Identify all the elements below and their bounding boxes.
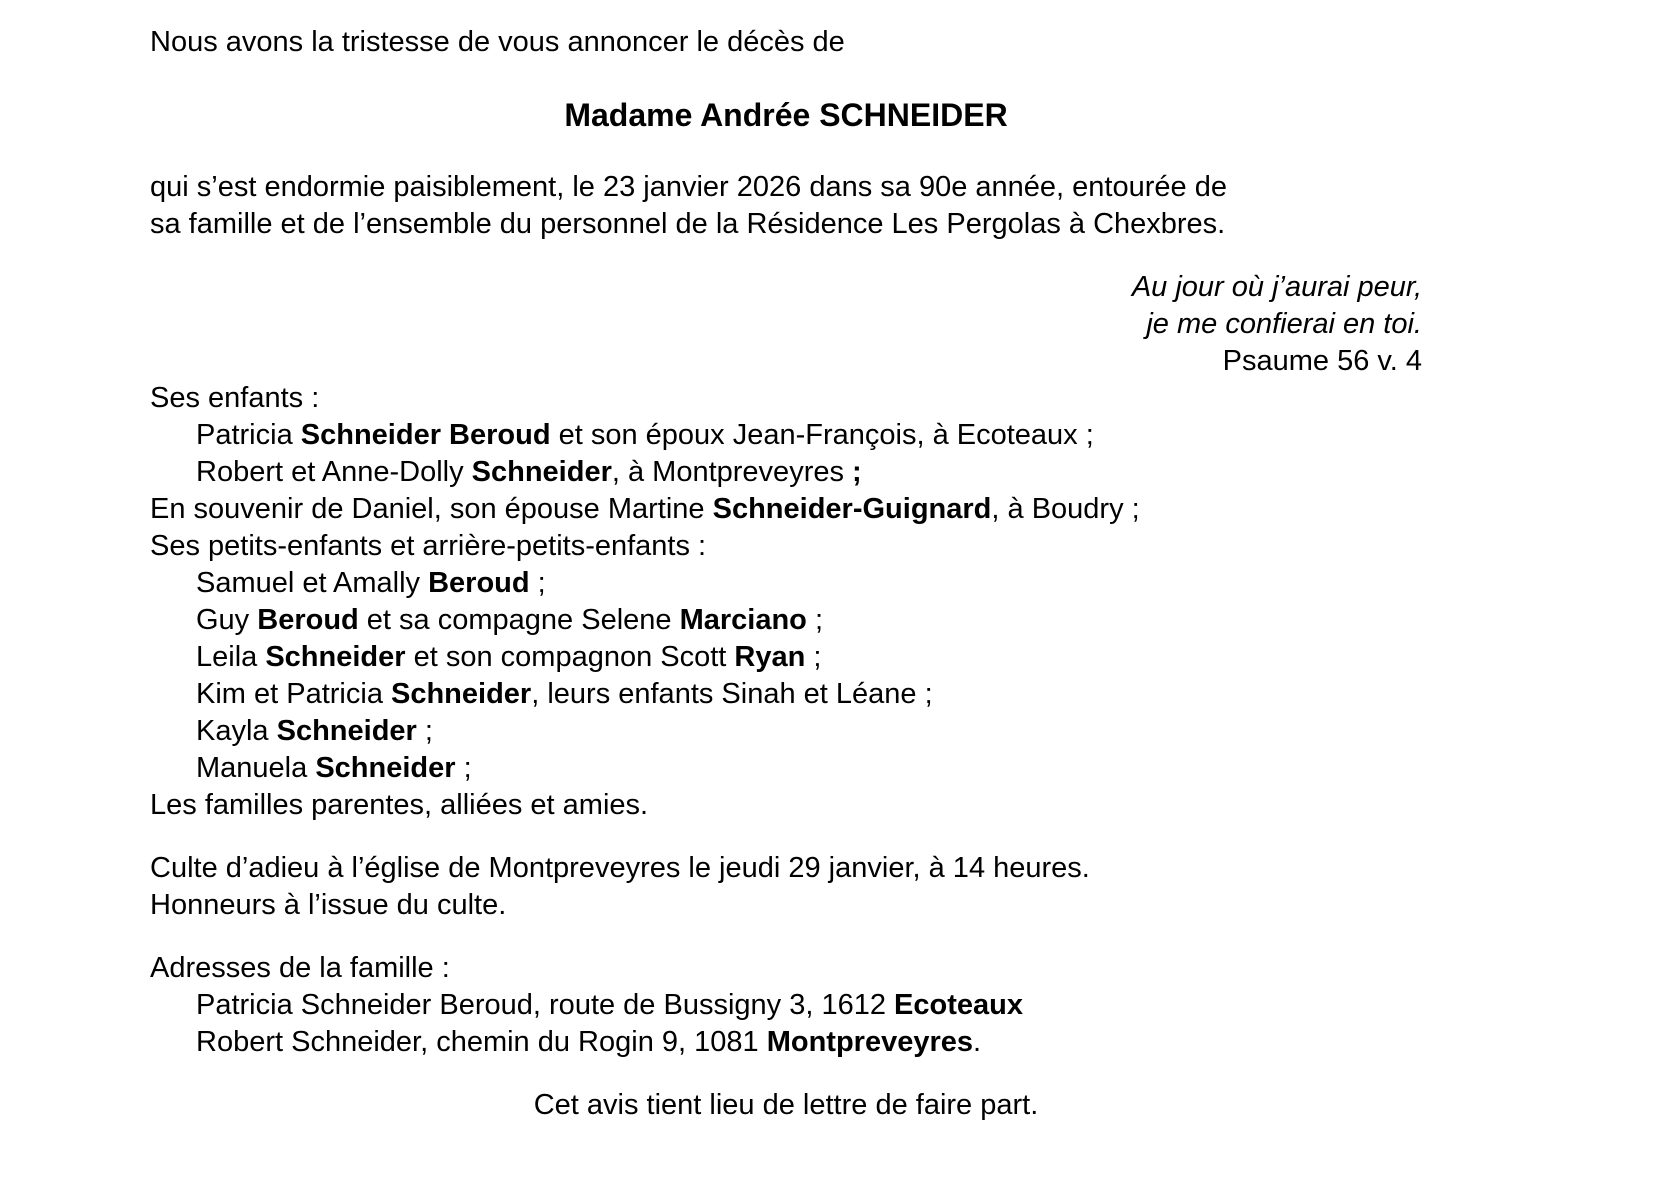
family-surname: Schneider: [276, 715, 417, 747]
family-surname: Schneider: [315, 752, 456, 784]
text-run: Kim et Patricia: [196, 678, 391, 710]
family-section: [150, 380, 1422, 824]
text-run: , à Boudry ;: [991, 493, 1140, 525]
family-line: [150, 639, 1422, 676]
text-run: et sa compagne Selene: [358, 604, 680, 636]
address-locality: Montpreveyres: [766, 1026, 974, 1058]
announcement-line: sa famille et de l’ensemble du personnel de la Résidence Les Pergolas à Chexbres.: [150, 208, 1226, 240]
text-run: ;: [805, 641, 822, 673]
family-heading: [150, 380, 1422, 417]
bold-punctuation: ;: [852, 456, 862, 488]
family-line: [150, 454, 1422, 491]
family-surname: Marciano: [679, 604, 807, 636]
ceremony-line: Culte d’adieu à l’église de Montpreveyres le jeudi 29 janvier, à 14 heures.: [150, 852, 1090, 884]
family-line: [150, 750, 1422, 787]
text-run: Patricia: [196, 419, 301, 451]
family-surname: Schneider-Guignard: [712, 493, 992, 525]
text-run: Manuela: [196, 752, 316, 784]
quote-reference: Psaume 56 v. 4: [1222, 345, 1422, 377]
text-run: .: [973, 1026, 982, 1058]
announcement-line: qui s’est endormie paisiblement, le 23 janvier 2026 dans sa 90e année, entourée de: [150, 171, 1227, 203]
text-run: et son époux Jean-François, à Ecoteaux ;: [550, 419, 1094, 451]
text-run: Les familles parentes, alliées et amies.: [150, 789, 649, 821]
text-run: , à Montpreveyres: [611, 456, 853, 488]
announcement-paragraph: [150, 169, 1422, 243]
text-run: , leurs enfants Sinah et Léane ;: [531, 678, 933, 710]
text-run: Samuel et Amally: [196, 567, 429, 599]
text-run: Robert Schneider, chemin du Rogin 9, 1081: [196, 1026, 767, 1058]
deceased-name: Madame Andrée SCHNEIDER: [564, 97, 1008, 133]
text-run: Leila: [196, 641, 266, 673]
address-line: [150, 1024, 1422, 1061]
text-run: Guy: [196, 604, 258, 636]
family-line: [150, 713, 1422, 750]
quote-line: Au jour où j’aurai peur,: [1131, 271, 1422, 303]
ceremony-section: [150, 850, 1422, 924]
intro-text: Nous avons la tristesse de vous annoncer le décès de: [150, 26, 845, 58]
quote-line: je me confierai en toi.: [1146, 308, 1422, 340]
text-run: ;: [806, 604, 824, 636]
text-run: Ses petits-enfants et arrière-petits-enfants :: [150, 530, 707, 562]
family-line: [150, 676, 1422, 713]
footer-notice: Cet avis tient lieu de lettre de faire part.: [533, 1089, 1039, 1121]
text-run: ;: [529, 567, 546, 599]
text-run: Kayla: [196, 715, 277, 747]
address-line: [150, 987, 1422, 1024]
addresses-heading: Adresses de la famille :: [150, 952, 450, 984]
family-surname: Schneider Beroud: [300, 419, 551, 451]
ceremony-line: Honneurs à l’issue du culte.: [150, 889, 507, 921]
family-surname: Ryan: [734, 641, 806, 673]
family-line: [150, 565, 1422, 602]
text-run: Patricia Schneider Beroud, route de Bussigny 3, 1612: [196, 989, 895, 1021]
intro-line: [150, 24, 1422, 61]
family-surname: Schneider: [471, 456, 612, 488]
scripture-quote: [150, 269, 1422, 380]
family-line: [150, 417, 1422, 454]
family-heading: [150, 528, 1422, 565]
text-run: ;: [416, 715, 433, 747]
text-run: et son compagnon Scott: [405, 641, 735, 673]
family-line: [150, 491, 1422, 528]
text-run: Ses enfants :: [150, 382, 320, 414]
family-line: [150, 602, 1422, 639]
text-run: En souvenir de Daniel, son épouse Martine: [150, 493, 713, 525]
text-run: Robert et Anne-Dolly: [196, 456, 472, 488]
family-surname: Schneider: [391, 678, 532, 710]
address-locality: Ecoteaux: [894, 989, 1023, 1021]
family-surname: Beroud: [257, 604, 359, 636]
family-surname: Beroud: [428, 567, 530, 599]
addresses-section: [150, 950, 1422, 1061]
text-run: ;: [455, 752, 472, 784]
family-line: [150, 787, 1422, 824]
family-surname: Schneider: [265, 641, 406, 673]
